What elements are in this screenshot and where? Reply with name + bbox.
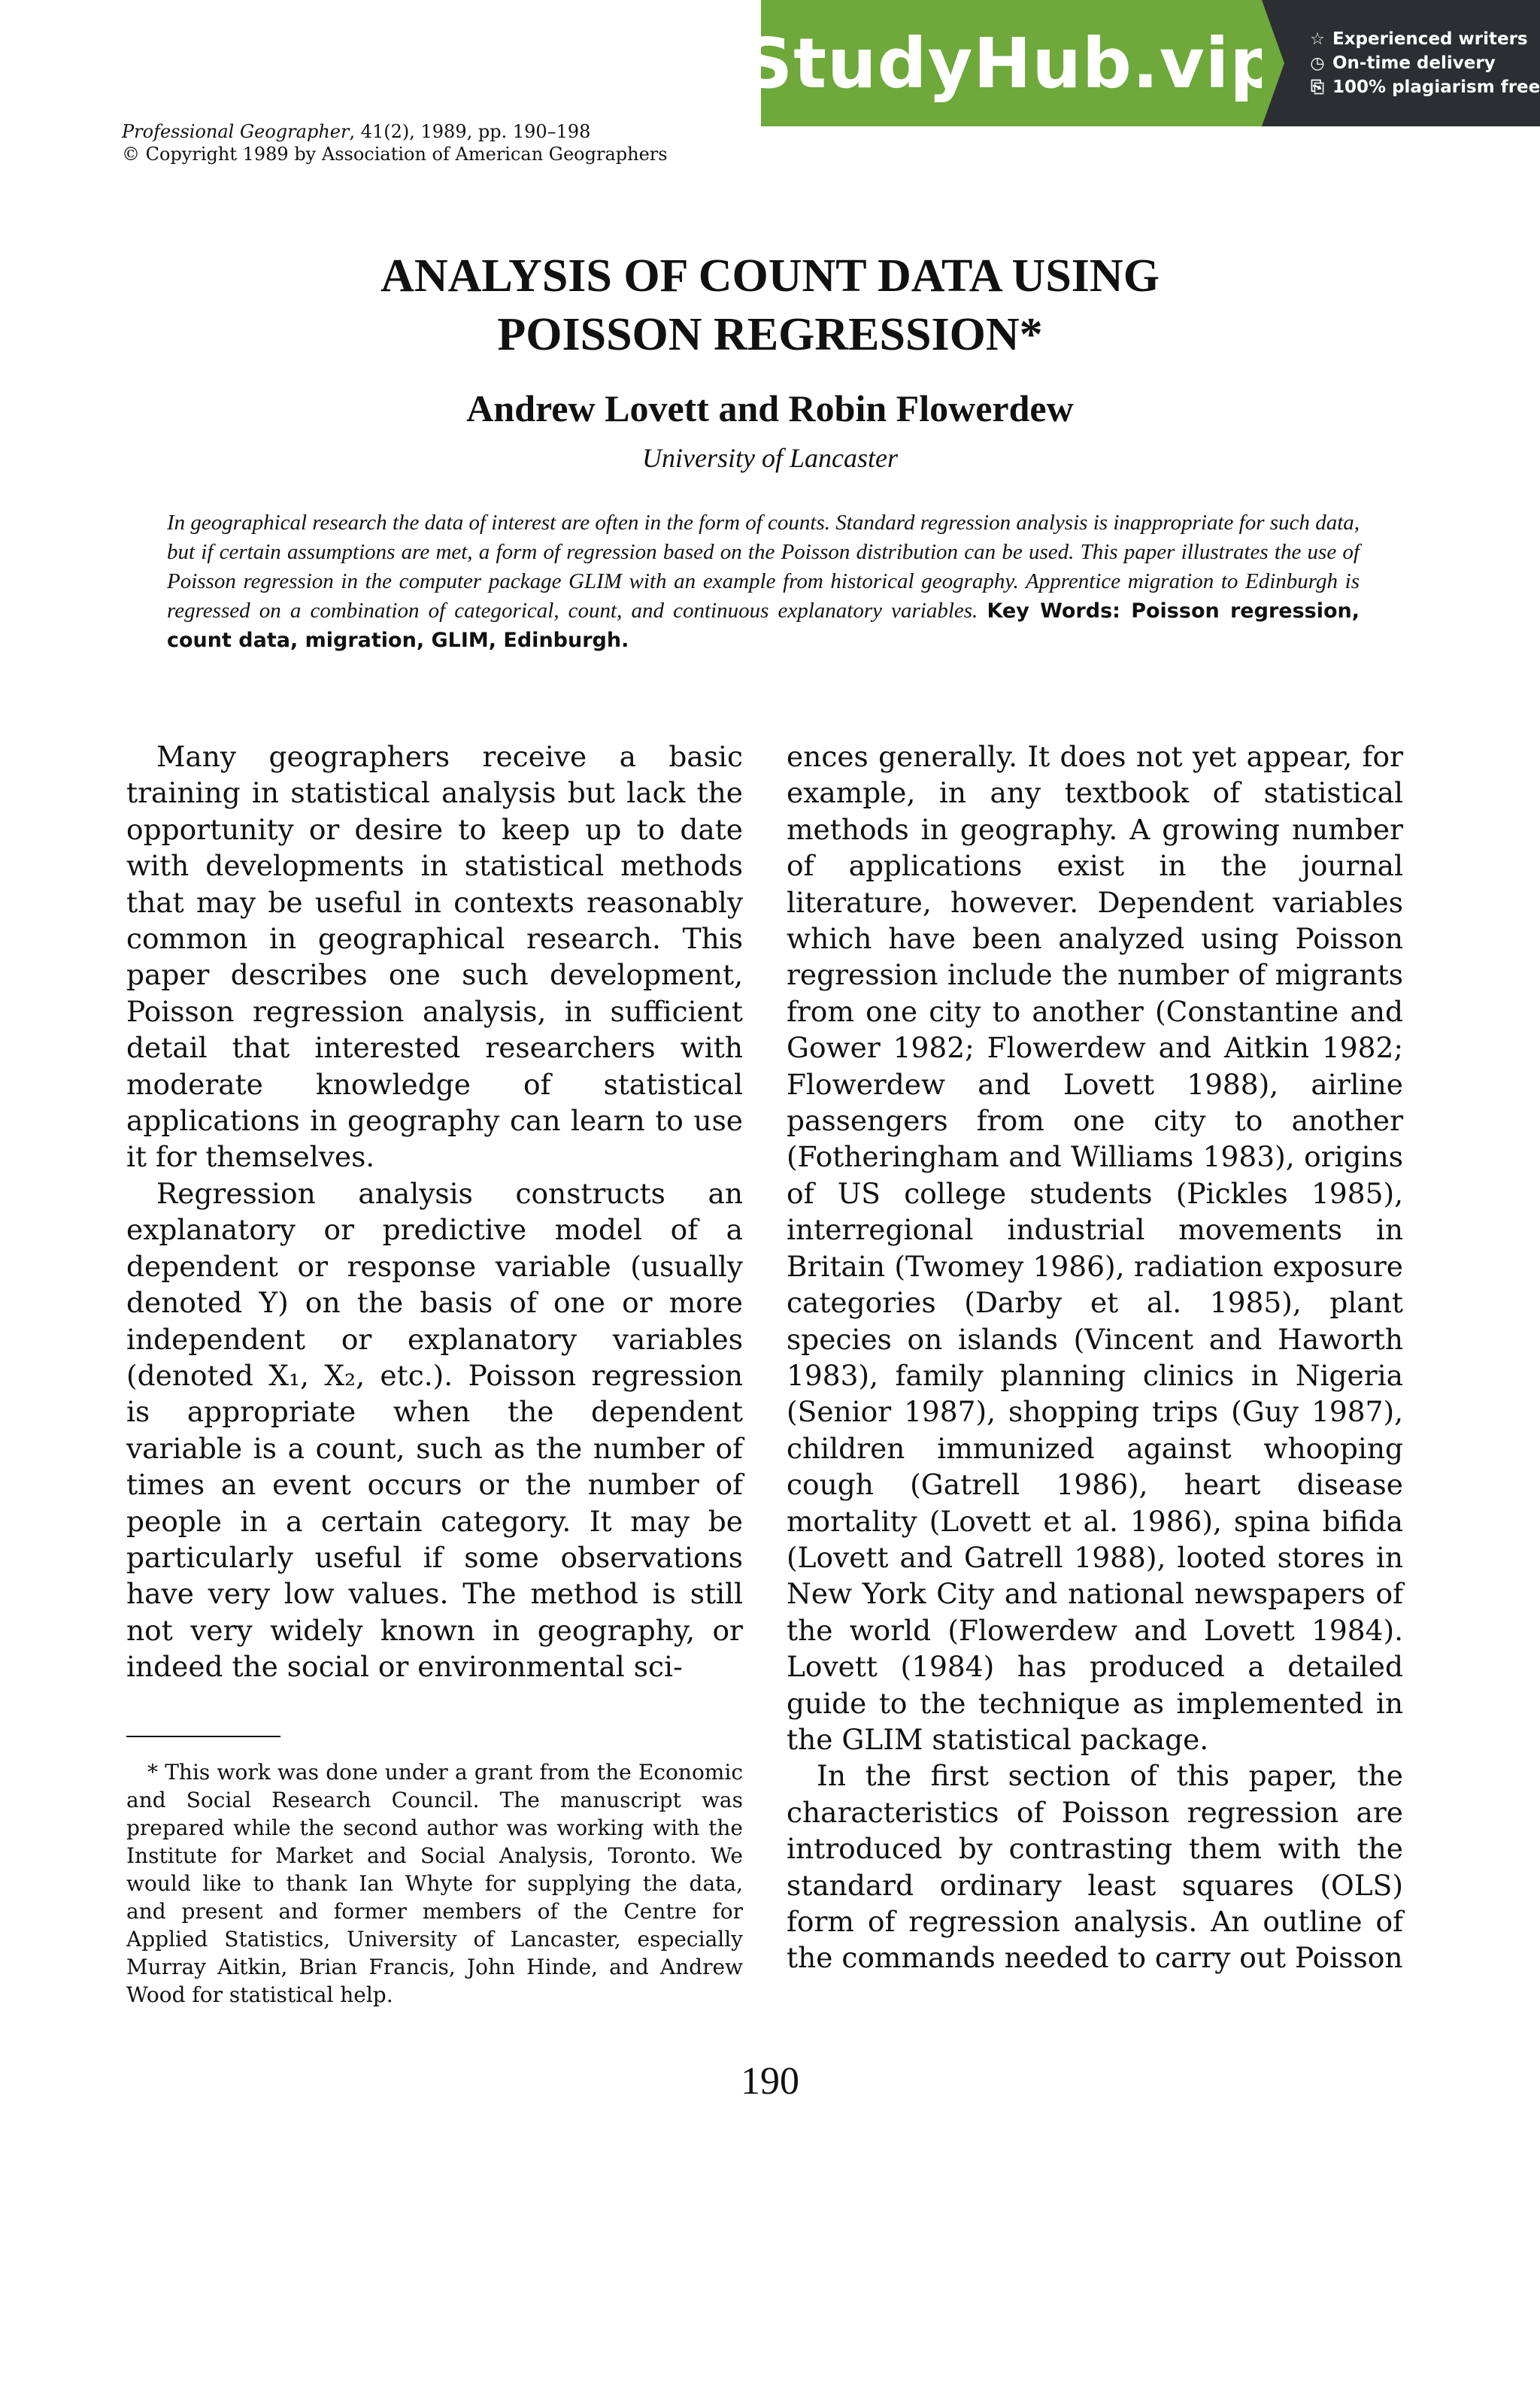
banner-feature-text: 100% plagiarism free [1332, 77, 1540, 97]
body-paragraph: Regression analysis constructs an explanatory or predictive model of a dependent or response variable (usually denoted Y) on the basis of one or more independent or explanatory variables (denoted X₁, X₂, etc.). Poisson regression is appropriate when the dependent variable is a count, such as the number of times an event occurs or the number of people in a certain category. It may be particularly useful if some observations have very low values. The method is still not very widely known in geography, or indeed the social or environmental sci- [126, 1176, 743, 1684]
article-title [0, 247, 1540, 364]
journal-citation: , 41(2), 1989, pp. 190–198 [349, 121, 591, 142]
footnote-divider [126, 1736, 280, 1737]
body-paragraph: In the first section of this paper, the characteristics of Poisson regression are introduced by contrasting them with the standard ordinary least squares (OLS) form of regression analysis. An outline of the commands needed to carry out Poisson [787, 1759, 1403, 1975]
clock-icon: ◷ [1310, 53, 1325, 73]
body-paragraph: Many geographers receive a basic training in statistical analysis but lack the opportunity or desire to keep up to date with developments in statistical methods that may be useful in contexts reasonably common in geographical research. This paper describes one such development, Poisson regression analysis, in sufficient detail that interested researchers with moderate knowledge of statistical applications in geography can learn to use it for themselves. [126, 740, 743, 1174]
banner-feature [1308, 29, 1540, 49]
banner-feature-list [1262, 0, 1540, 126]
article-title-line: POISSON REGRESSION* [497, 309, 1043, 360]
body-column-left [126, 739, 743, 1685]
keywords: Key Words: Poisson regression, count data, migration, GLIM, Edinburgh. [167, 599, 1360, 652]
banner-feature [1308, 77, 1540, 97]
banner-feature [1308, 53, 1540, 73]
journal-copyright: © Copyright 1989 by Association of American Geographers [122, 144, 668, 165]
studyhub-logo[interactable]: StudyHub.vip [761, 0, 1262, 126]
footnote-text: * This work was done under a grant from the Economic and Social Research Council. The manuscript was prepared while the second author was working with the Institute for Market and Social Analysis, Toronto. We would like to thank Ian Whyte for supplying the data, and present and former members of the Centre for Applied Statistics, University of Lancaster, especially Murray Aitkin, Brian Francis, John Hinde, and Andrew Wood for statistical help. [126, 1760, 743, 2007]
journal-header [122, 120, 668, 165]
footnote [126, 1758, 743, 2009]
article-title-line: ANALYSIS OF COUNT DATA USING [380, 250, 1160, 302]
banner-feature-text: Experienced writers [1332, 29, 1528, 49]
page-number: 190 [741, 2060, 799, 2103]
body-column-right [787, 739, 1403, 1976]
body-paragraph: ences generally. It does not yet appear, for example, in any textbook of statistical methods in geography. A growing number of applications exist in the journal literature, however. Dependent variables which have been analyzed using Poisson regression include the number of migrants from one city to another (Constantine and Gower 1982; Flowerdew and Aitkin 1982; Flowerdew and Lovett 1988), airline passengers from one city to another (Fotheringham and Williams 1983), origins of US college students (Pickles 1985), interregional industrial movements in Britain (Twomey 1986), radiation exposure categories (Darby et al. 1985), plant species on islands (Vincent and Haworth 1983), family planning clinics in Nigeria (Senior 1987), shopping trips (Guy 1987), children immunized against whooping cough (Gatrell 1986), heart disease mortality (Lovett et al. 1986), spina bifida (Lovett and Gatrell 1988), looted stores in New York City and national newspapers of the world (Flowerdew and Lovett 1984). Lovett (1984) has produced a detailed guide to the technique as implemented in the GLIM statistical package. [787, 740, 1403, 1756]
banner-feature-text: On-time delivery [1332, 53, 1496, 73]
journal-name: Professional Geographer [122, 121, 350, 142]
article-authors: Andrew Lovett and Robin Flowerdew [466, 387, 1074, 429]
abstract [167, 508, 1360, 655]
abstract-text: In geographical research the data of interest are often in the form of counts. Standard regression analysis is inappropriate for such data, but if certain assumptions are met, a form of regression based on the Poisson distribution can be used. This paper illustrates the use of Poisson regression in the computer package GLIM with an example from historical geography. Apprentice migration to Edinburgh is regressed on a combination of categorical, count, and continuous explanatory variables. [167, 511, 1360, 623]
document-check-icon: ⎘ [1311, 77, 1324, 97]
studyhub-banner[interactable] [742, 0, 1540, 126]
journal-citation-line [122, 120, 668, 143]
star-outline-icon: ☆ [1310, 29, 1325, 49]
article-affiliation: University of Lancaster [642, 443, 898, 473]
